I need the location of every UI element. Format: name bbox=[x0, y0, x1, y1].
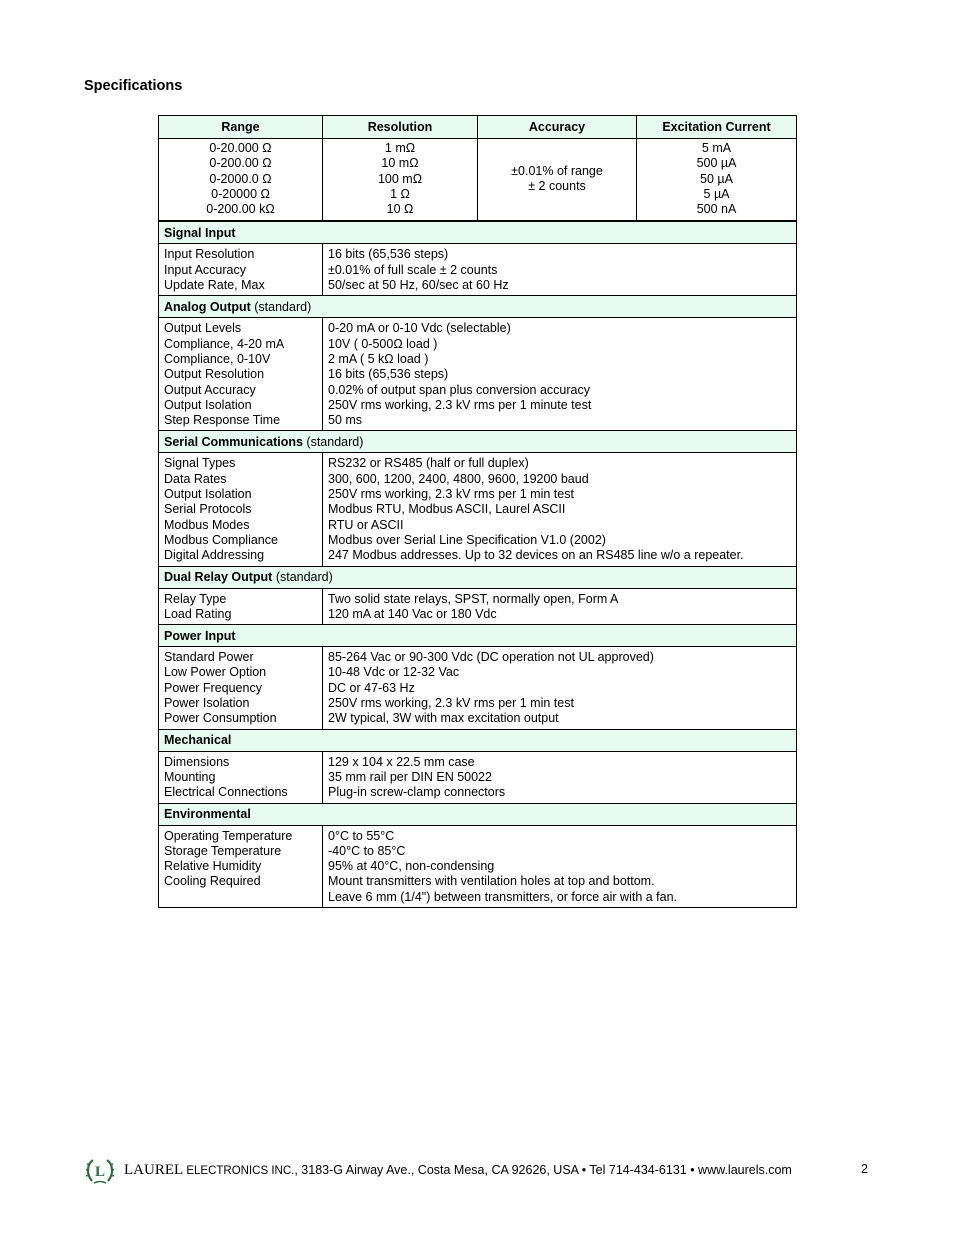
excitation-value: 5 mA bbox=[701, 141, 732, 155]
section-title: Power Input bbox=[164, 628, 236, 643]
section-title-cell bbox=[159, 296, 797, 318]
spec-value: Two solid state relays, SPST, normally open, Form A bbox=[328, 591, 619, 606]
spec-label: Output Accuracy bbox=[164, 382, 256, 397]
spec-value: 16 bits (65,536 steps) bbox=[328, 247, 449, 262]
section-body-power-input bbox=[159, 647, 797, 729]
section-title: Signal Input bbox=[164, 225, 236, 240]
excitation-value: 5 µA bbox=[703, 186, 730, 201]
spec-label: Storage Temperature bbox=[164, 843, 282, 858]
spec-value: 250V rms working, 2.3 kV rms per 1 min test bbox=[328, 696, 574, 711]
footer-bullet: • bbox=[686, 1163, 699, 1177]
logo-letter: L bbox=[94, 1164, 106, 1180]
spec-labels bbox=[159, 751, 323, 803]
spec-value: 50/sec at 50 Hz, 60/sec at 60 Hz bbox=[328, 278, 509, 293]
spec-label: Operating Temperature bbox=[164, 828, 293, 843]
section-note: (standard) bbox=[272, 570, 333, 585]
spec-value: 129 x 104 x 22.5 mm case bbox=[328, 754, 475, 769]
spec-value: 2W typical, 3W with max excitation output bbox=[328, 711, 559, 726]
spec-labels bbox=[159, 588, 323, 625]
spec-label: Signal Types bbox=[164, 456, 236, 471]
section-title-cell bbox=[159, 625, 797, 647]
section-title: Mechanical bbox=[164, 733, 232, 748]
excitation-value: 500 nA bbox=[696, 202, 737, 217]
resolution-cell bbox=[323, 139, 478, 221]
spec-labels bbox=[159, 318, 323, 431]
spec-labels bbox=[159, 244, 323, 296]
footer-phone: Tel 714-434-6131 bbox=[589, 1163, 687, 1177]
spec-label: Standard Power bbox=[164, 650, 254, 665]
spec-label: Cooling Required bbox=[164, 874, 261, 889]
section-body-serial-communications bbox=[159, 453, 797, 566]
spec-values bbox=[323, 453, 797, 566]
section-note: (standard) bbox=[302, 434, 364, 449]
spec-value: 300, 600, 1200, 2400, 4800, 9600, 19200 baud bbox=[328, 471, 589, 486]
resolution-value: 100 mΩ bbox=[377, 171, 423, 186]
spec-value: 0-20 mA or 0-10 Vdc (selectable) bbox=[328, 321, 511, 336]
range-value: 0-2000.0 Ω bbox=[209, 171, 272, 186]
spec-value: 10-48 Vdc or 12-32 Vac bbox=[328, 665, 460, 680]
section-body-mechanical bbox=[159, 751, 797, 803]
section-header-analog-output bbox=[159, 296, 797, 318]
spec-label: Input Resolution bbox=[164, 247, 255, 262]
spec-labels bbox=[159, 647, 323, 729]
spec-label: Low Power Option bbox=[164, 665, 267, 680]
spec-values bbox=[323, 751, 797, 803]
section-header-environmental bbox=[159, 803, 797, 825]
spec-value: 50 ms bbox=[328, 413, 363, 428]
resolution-value: 10 mΩ bbox=[381, 156, 419, 171]
spec-value: 95% at 40°C, non-condensing bbox=[328, 859, 495, 874]
footer-bullet: • bbox=[578, 1163, 590, 1177]
spec-label: Modbus Modes bbox=[164, 517, 250, 532]
footer-website[interactable]: www.laurels.com bbox=[698, 1163, 792, 1177]
spec-value: 0°C to 55°C bbox=[328, 828, 395, 843]
laurel-logo-icon bbox=[84, 1156, 116, 1186]
spec-value: Plug-in screw-clamp connectors bbox=[328, 785, 506, 800]
spec-label: Compliance, 0-10V bbox=[164, 351, 271, 366]
spec-value: ±0.01% of full scale ± 2 counts bbox=[328, 262, 498, 277]
spec-values bbox=[323, 244, 797, 296]
section-title: Dual Relay Output bbox=[164, 570, 273, 585]
spec-value: 35 mm rail per DIN EN 50022 bbox=[328, 769, 492, 784]
range-table-header-row bbox=[159, 116, 797, 139]
range-table-body-row bbox=[159, 139, 797, 221]
spec-value: DC or 47-63 Hz bbox=[328, 680, 415, 695]
spec-value: RTU or ASCII bbox=[328, 517, 404, 532]
excitation-header: Excitation Current bbox=[637, 116, 797, 139]
resolution-value: 1 Ω bbox=[390, 186, 410, 201]
spec-label: Load Rating bbox=[164, 606, 232, 621]
section-title: Analog Output bbox=[164, 299, 251, 314]
accuracy-value: ± 2 counts bbox=[528, 179, 586, 194]
spec-labels bbox=[159, 825, 323, 907]
section-header-power-input bbox=[159, 625, 797, 647]
section-note: (standard) bbox=[250, 299, 312, 314]
spec-value: 250V rms working, 2.3 kV rms per 1 minute test bbox=[328, 397, 592, 412]
spec-label: Output Levels bbox=[164, 321, 242, 336]
spec-labels bbox=[159, 453, 323, 566]
spec-values bbox=[323, 588, 797, 625]
spec-label: Electrical Connections bbox=[164, 785, 288, 800]
section-title-cell bbox=[159, 222, 797, 244]
spec-label: Modbus Compliance bbox=[164, 532, 278, 547]
spec-value: 2 mA ( 5 kΩ load ) bbox=[328, 351, 429, 366]
page-title: Specifications bbox=[84, 78, 183, 94]
accuracy-header: Accuracy bbox=[478, 116, 637, 139]
spec-value: 120 mA at 140 Vac or 180 Vdc bbox=[328, 606, 497, 621]
section-header-mechanical bbox=[159, 729, 797, 751]
excitation-value: 50 µA bbox=[700, 171, 733, 186]
spec-value: 85-264 Vac or 90-300 Vdc (DC operation not UL approved) bbox=[328, 650, 654, 665]
resolution-value: 10 Ω bbox=[386, 202, 414, 217]
spec-value: Leave 6 mm (1/4") between transmitters, or force air with a fan. bbox=[328, 889, 678, 904]
spec-label: Relay Type bbox=[164, 591, 227, 606]
excitation-cell bbox=[637, 139, 797, 221]
resolution-value: 1 mΩ bbox=[384, 141, 416, 155]
section-body-dual-relay-output bbox=[159, 588, 797, 625]
spec-value: Mount transmitters with ventilation holes at top and bottom. bbox=[328, 874, 655, 889]
page-number: 2 bbox=[861, 1162, 868, 1176]
section-body-environmental bbox=[159, 825, 797, 907]
spec-values bbox=[323, 318, 797, 431]
range-cell bbox=[159, 139, 323, 221]
footer-brand-sub: ELECTRONICS INC. bbox=[183, 1165, 295, 1177]
section-title-cell bbox=[159, 729, 797, 751]
spec-table bbox=[158, 221, 797, 908]
spec-value: RS232 or RS485 (half or full duplex) bbox=[328, 456, 529, 471]
section-header-dual-relay-output bbox=[159, 566, 797, 588]
spec-sheet bbox=[158, 115, 796, 908]
spec-value: Modbus RTU, Modbus ASCII, Laurel ASCII bbox=[328, 502, 566, 517]
spec-label: Step Response Time bbox=[164, 413, 281, 428]
spec-value: 247 Modbus addresses. Up to 32 devices on an RS485 line w/o a repeater. bbox=[328, 548, 744, 563]
spec-label: Update Rate, Max bbox=[164, 278, 265, 293]
range-value: 0-20000 Ω bbox=[211, 186, 270, 201]
section-header-signal-input bbox=[159, 222, 797, 244]
spec-value: -40°C to 85°C bbox=[328, 843, 406, 858]
spec-value: Modbus over Serial Line Specification V1.0 (2002) bbox=[328, 532, 606, 547]
spec-values bbox=[323, 825, 797, 907]
spec-value: 16 bits (65,536 steps) bbox=[328, 367, 449, 382]
spec-label: Dimensions bbox=[164, 754, 230, 769]
spec-label: Output Isolation bbox=[164, 487, 252, 502]
spec-value: 250V rms working, 2.3 kV rms per 1 min test bbox=[328, 487, 574, 502]
section-title-cell bbox=[159, 431, 797, 453]
range-value: 0-200.00 kΩ bbox=[206, 202, 275, 217]
spec-label: Digital Addressing bbox=[164, 548, 265, 563]
section-title-cell bbox=[159, 803, 797, 825]
spec-label: Power Isolation bbox=[164, 696, 250, 711]
spec-label: Output Isolation bbox=[164, 397, 252, 412]
section-header-serial-communications bbox=[159, 431, 797, 453]
spec-values bbox=[323, 647, 797, 729]
range-value: 0-20.000 Ω bbox=[209, 141, 272, 155]
range-table bbox=[158, 115, 797, 221]
spec-label: Output Resolution bbox=[164, 367, 265, 382]
excitation-value: 500 µA bbox=[696, 156, 737, 171]
footer-address: , 3183-G Airway Ave., Costa Mesa, CA 92626, USA bbox=[294, 1163, 579, 1177]
spec-label: Compliance, 4-20 mA bbox=[164, 336, 285, 351]
spec-label: Power Frequency bbox=[164, 680, 262, 695]
footer-brand: LAUREL bbox=[124, 1162, 184, 1178]
spec-label: Relative Humidity bbox=[164, 859, 262, 874]
spec-label: Mounting bbox=[164, 769, 216, 784]
spec-label: Data Rates bbox=[164, 471, 227, 486]
range-value: 0-200.00 Ω bbox=[209, 156, 272, 171]
spec-value: 10V ( 0-500Ω load ) bbox=[328, 336, 438, 351]
range-header: Range bbox=[159, 116, 323, 139]
spec-label: Power Consumption bbox=[164, 711, 277, 726]
section-title-cell bbox=[159, 566, 797, 588]
accuracy-cell bbox=[478, 139, 637, 221]
section-body-analog-output bbox=[159, 318, 797, 431]
section-title: Serial Communications bbox=[164, 434, 303, 449]
spec-label: Input Accuracy bbox=[164, 262, 246, 277]
page-footer bbox=[84, 1156, 874, 1186]
resolution-header: Resolution bbox=[323, 116, 478, 139]
section-title: Environmental bbox=[164, 807, 251, 821]
accuracy-value: ±0.01% of range bbox=[511, 163, 603, 178]
footer-text bbox=[124, 1162, 792, 1179]
spec-value: 0.02% of output span plus conversion accuracy bbox=[328, 382, 590, 397]
spec-label: Serial Protocols bbox=[164, 502, 252, 517]
section-body-signal-input bbox=[159, 244, 797, 296]
